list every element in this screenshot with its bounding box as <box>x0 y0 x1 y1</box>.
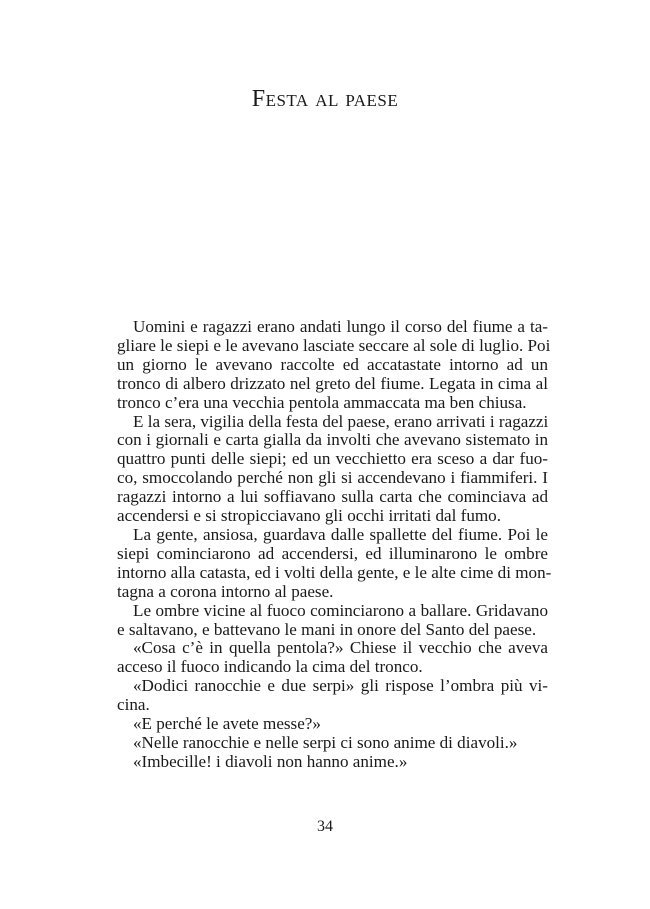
text-line: tronco di albero drizzato nel greto del fiume. Legata in cima al <box>117 373 548 393</box>
text-line: gliare le siepi e le avevano lasciate seccare al sole di luglio. Poi <box>117 335 551 355</box>
text-line: co, smoccolando perché non gli si accendevano i fiammiferi. I <box>117 468 548 488</box>
text-line: E la sera, vigilia della festa del paese, erano arrivati i ragazzi <box>133 411 549 431</box>
text-line: cina. <box>117 695 150 715</box>
text-line: tagna a corona intorno al paese. <box>117 581 334 601</box>
chapter-title: Festa al paese <box>251 86 399 112</box>
text-line: siepi cominciarono ad accendersi, ed illuminarono le ombre <box>117 543 548 563</box>
text-line: La gente, ansiosa, guardava dalle spallette del fiume. Poi le <box>133 524 548 544</box>
text-line: Le ombre vicine al fuoco cominciarono a ballare. Gridavano <box>133 600 548 620</box>
text-line: «Cosa c’è in quella pentola?» Chiese il vecchio che aveva <box>133 638 548 658</box>
text-line: intorno alla catasta, ed i volti della gente, e le alte cime di mon- <box>117 562 552 582</box>
text-line: «Imbecille! i diavoli non hanno anime.» <box>133 751 408 771</box>
text-line: tronco c’era una vecchia pentola ammaccata ma ben chiusa. <box>117 392 527 412</box>
text-line: accendersi e si stropicciavano gli occhi irritati dal fumo. <box>117 506 501 526</box>
text-line: e saltavano, e battevano le mani in onore del Santo del paese. <box>117 619 537 639</box>
text-line: Uomini e ragazzi erano andati lungo il corso del fiume a ta- <box>133 317 548 336</box>
chapter-body <box>117 317 552 772</box>
text-line: quattro punti delle siepi; ed un vecchietto era sceso a dar fuo- <box>117 449 548 469</box>
text-line: «E perché le avete messe?» <box>133 714 321 734</box>
text-line: con i giornali e carta gialla da involti che avevano sistemato in <box>117 430 548 450</box>
text-line: «Nelle ranocchie e nelle serpi ci sono anime di diavoli.» <box>133 732 518 752</box>
text-line: «Dodici ranocchie e due serpi» gli rispose l’ombra più vi- <box>133 676 548 696</box>
text-line: acceso il fuoco indicando la cima del tronco. <box>117 657 423 677</box>
page-number: 34 <box>317 818 333 835</box>
text-line: un giorno le avevano raccolte ed accatastate intorno ad un <box>117 354 548 374</box>
text-line: ragazzi intorno a lui soffiavano sulla carta che cominciava ad <box>117 487 548 507</box>
